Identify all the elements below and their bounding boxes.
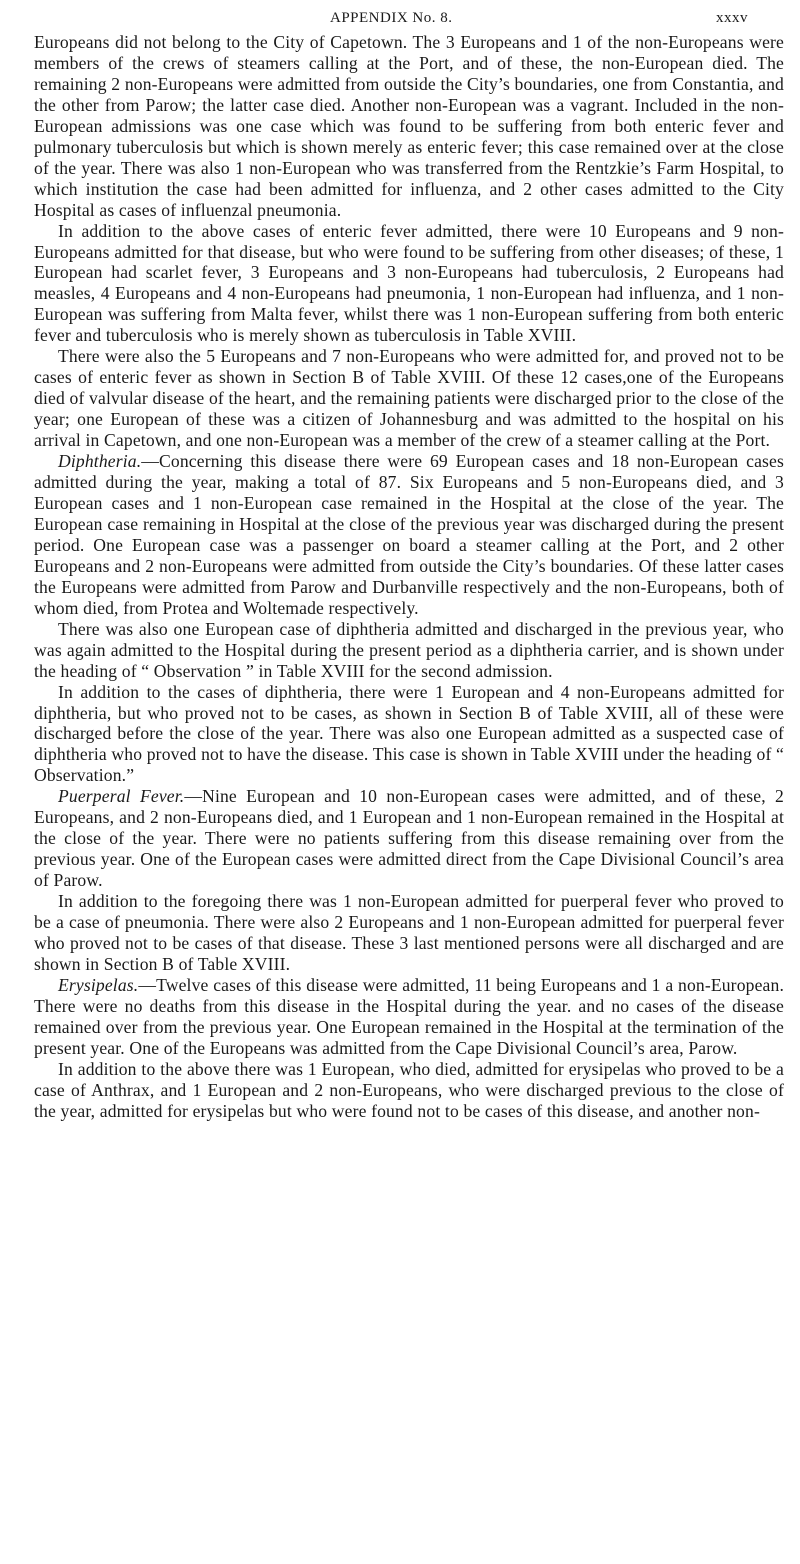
paragraph-diphtheria-not-cases: [34, 682, 784, 787]
page-number: xxxv: [716, 10, 748, 26]
paragraph-enteric-not-cases: [34, 346, 784, 451]
paragraph-text: —Twelve cases of this disease were admitted, 11 being Europeans and 1 a non-European. There were no deaths from this disease in the Hospital during the year. and no cases of the disease remained over from the previous year. One European remained in the Hospital at the termination of the present year. One of the Europeans was admitted from the Cape Divisional Council’s area, Parow.: [34, 974, 784, 1058]
paragraph-enteric-continued: [34, 32, 784, 221]
paragraph-text: In addition to the above there was 1 European, who died, admitted for erysipelas who proved to be a case of Anthrax, and 1 European and 2 non-Europeans, who were discharged previous to the close of the year, admitted for erysipelas but who were found not to be cases of this disease, and another non-: [34, 1058, 784, 1121]
paragraph-text: In addition to the above cases of enteric fever admitted, there were 10 Europeans and 9 non-Europeans admitted for that disease, but who were found to be suffering from other diseases; of these, 1 European had scarlet fever, 3 Europeans and 3 non-Europeans had tuberculosis, 2 Europeans had measles, 4 Europeans and 4 non-Europeans had pneumonia, 1 non-European had influenza, and 1 non-European was suffering from Malta fever, whilst there was 1 non-European suffering from both enteric fever and tuberculosis who is merely shown as tuberculosis in Table XVIII.: [34, 220, 784, 346]
paragraph-text: Europeans did not belong to the City of Capetown. The 3 Europeans and 1 of the non-Europeans were members of the crews of steamers calling at the Port, and of these, the non-European died. The remaining 2 non-Europeans were admitted from outside the City’s boundaries, one from Constantia, and the other from Parow; the latter case died. Another non-European was a vagrant. Included in the non-European admissions was one case which was found to be suffering from both enteric fever and pulmonary tuberculosis but which is shown merely as enteric fever; this case remained over at the close of the year. There was also 1 non-European who was transferred from the Rentzkie’s Farm Hospital, to which institution the case had been admitted for influenza, and 2 other cases admitted to the City Hospital as cases of influenzal pneumonia.: [34, 32, 784, 220]
paragraph-text: There was also one European case of diphtheria admitted and discharged in the previous year, who was again admitted to the Hospital during the present period as a diphtheria carrier, and is shown under the heading of “ Observation ” in Table XVIII for the second admission.: [34, 618, 784, 681]
paragraph-puerperal-not-cases: [34, 891, 784, 975]
paragraph-text: In addition to the foregoing there was 1 non-European admitted for puerperal fever who proved to be a case of pneumonia. There were also 2 Europeans and 1 non-European admitted for puerperal fever who proved not to be cases of that disease. These 3 last mentioned persons were all discharged and are shown in Section B of Table XVIII.: [34, 891, 784, 974]
paragraph-erysipelas: [34, 975, 784, 1059]
paragraph-puerperal-fever: [34, 786, 784, 891]
section-heading-erysipelas: Erysipelas.: [58, 974, 139, 995]
appendix-title: APPENDIX No. 8.: [330, 10, 453, 26]
paragraph-enteric-other-diseases: [34, 221, 784, 347]
paragraph-text: There were also the 5 Europeans and 7 non-Europeans who were admitted for, and proved not to be cases of enteric fever as shown in Section B of Table XVIII. Of these 12 cases,one of the Europeans died of valvular disease of the heart, and the remaining patients were discharged prior to the close of the year; one European of these was a citizen of Johannesburg and was admitted to the hospital on his arrival in Capetown, and one non-European was a member of the crew of a steamer calling at the Port.: [34, 346, 784, 451]
paragraph-diphtheria-carrier: [34, 619, 784, 682]
section-heading-puerperal-fever: Puerperal Fever.: [58, 786, 185, 807]
section-heading-diphtheria: Diphtheria.: [58, 451, 142, 472]
paragraph-diphtheria: [34, 451, 784, 619]
paragraph-erysipelas-not-cases: [34, 1059, 784, 1122]
document-body: [34, 32, 784, 1122]
paragraph-text: —Concerning this disease there were 69 European cases and 18 non-European cases admitted during the year, making a total of 87. Six Europeans and 5 non-Europeans died, and 3 European cases and 1 non-European case remained in the Hospital at the close of the year. The European case remaining in Hospital at the close of the previous year was discharged during the present period. One European case was a passenger on board a steamer calling at the Port, and 2 other Europeans and 2 non-Europeans were admitted from outside the City’s boundaries. Of these latter cases the Europeans were admitted from Parow and Durbanville respectively and the non-Europeans, both of whom died, from Protea and Woltemade respectively.: [34, 451, 784, 618]
paragraph-text: In addition to the cases of diphtheria, there were 1 European and 4 non-Europeans admitted for diphtheria, but who proved not to be cases, as shown in Section B of Table XVIII, all of these were discharged before the close of the year. There was also one European admitted as a suspected case of diphtheria who proved not to have the disease. This case is shown in Table XVIII under the heading of “ Observation.”: [34, 681, 784, 786]
paragraph-text: —Nine European and 10 non-European cases were admitted, and of these, 2 Europeans, and 2 non-Europeans died, and 1 European and 1 non-European remained in the Hospital at the close of the year. There were no patients suffering from this disease remaining over from the previous year. One of the European cases were admitted direct from the Cape Divisional Council’s area of Parow.: [34, 786, 784, 891]
page-header: [0, 6, 800, 32]
